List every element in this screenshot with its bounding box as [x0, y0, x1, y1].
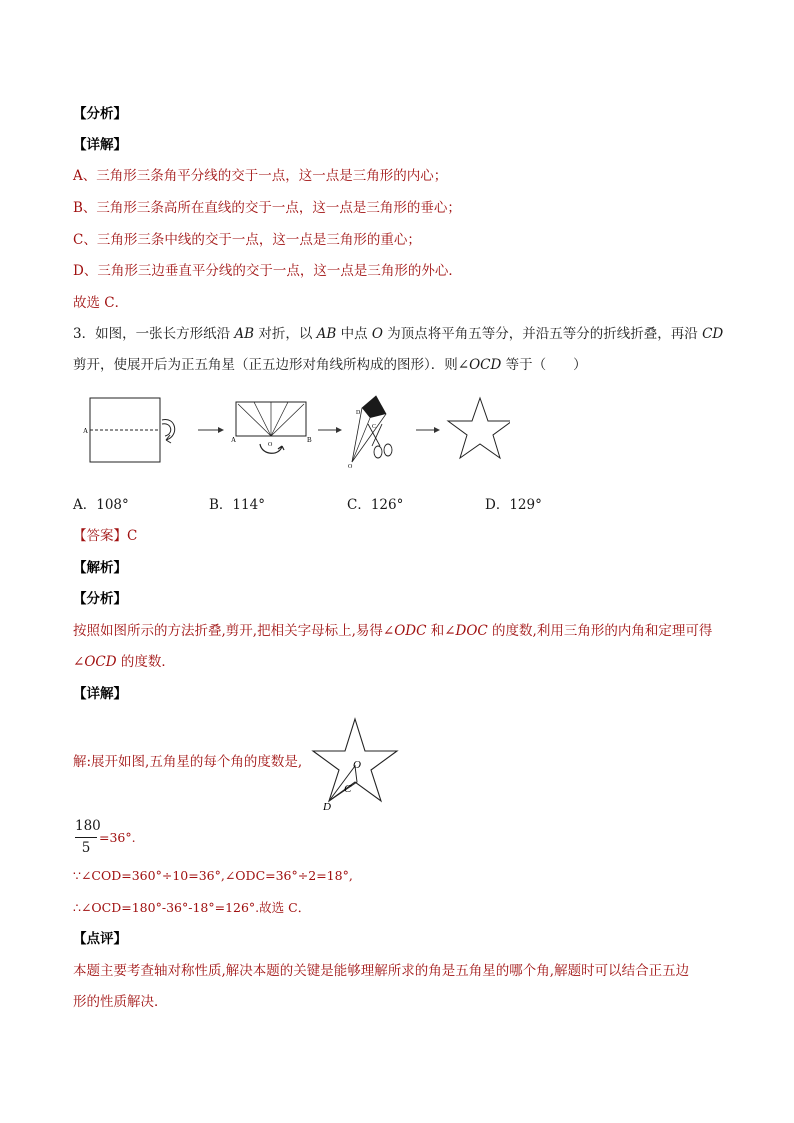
result-star: [448, 398, 510, 458]
label-a1: A: [83, 427, 89, 435]
analysis-tag-1: 【分析】: [73, 106, 127, 122]
fraction-bar: [75, 837, 97, 838]
comment-tag: 【点评】: [73, 931, 127, 947]
option-c: C．126°: [347, 497, 404, 513]
arrow-icon-2: [318, 427, 342, 433]
comment-line-2: 形的性质解决．: [73, 994, 168, 1010]
star-diagram: [310, 716, 400, 810]
label-c3: C: [372, 424, 377, 430]
star-label-d: D: [323, 801, 331, 810]
solution-intro: 解:展开如图,五角星的每个角的度数是,: [73, 754, 303, 770]
detail-conclusion: 故选 C．: [73, 295, 129, 311]
folding-figure: [80, 388, 510, 470]
arrow-icon-1: [198, 427, 224, 433]
option-a: A．108°: [73, 497, 129, 513]
detail-line-c: C、三角形三条中线的交于一点，这一点是三角形的重心；: [73, 232, 421, 248]
fraction-denominator: 5: [81, 840, 91, 856]
detail-line-d: D、三角形三边垂直平分线的交于一点，这一点是三角形的外心．: [73, 263, 462, 279]
analysis-tag-2: 【分析】: [73, 591, 127, 607]
option-b: B．114°: [209, 497, 265, 513]
comment-line-1: 本题主要考查轴对称性质,解决本题的关键是能够理解所求的角是五角星的哪个角,解题时可以结合正五边: [73, 963, 690, 979]
fraction-numerator: 180: [75, 818, 101, 834]
star-label-c: C: [344, 783, 352, 795]
label-o3: O: [348, 464, 353, 470]
analysis-line-2: ∠OCD 的度数．: [73, 654, 175, 670]
option-d: D．129°: [485, 497, 542, 513]
fold-arrow-icon: [162, 419, 175, 443]
fraction-result: =36°.: [99, 830, 136, 845]
label-a2: A: [231, 436, 237, 444]
label-b2: B: [307, 436, 312, 444]
detail-tag-2: 【详解】: [73, 686, 127, 702]
detail-tag-1: 【详解】: [73, 137, 127, 153]
answer-text: 【答案】C: [73, 528, 138, 544]
analysis-line-1: 按照如图所示的方法折叠,剪开,把相关字母标上,易得∠ODC 和∠DOC 的度数,利用三角形的内角和定理可得: [73, 623, 713, 639]
label-o2: O: [268, 442, 273, 448]
label-d3: D: [356, 410, 361, 416]
detail-line-b: B、三角形三条高所在直线的交于一点，这一点是三角形的垂心；: [73, 200, 461, 216]
solution-step-2: ∴∠OCD=180°-36°-18°=126°.故选 C．: [73, 900, 311, 915]
question-line-1: 3．如图，一张长方形纸沿 AB 对折，以 AB 中点 O 为顶点将平角五等分，并沿五等分的折线折叠，再沿 CD: [73, 326, 724, 342]
detail-line-a: A、三角形三条角平分线的交于一点，这一点是三角形的内心；: [73, 168, 448, 184]
fraction: [75, 818, 101, 857]
question-line-2: 剪开，使展开后为正五角星（正五边形对角线所构成的图形）．则∠OCD 等于（ ）: [73, 357, 587, 373]
arrow-icon-3: [416, 427, 440, 433]
solution-step-1: ∵∠COD=360°÷10=36°,∠ODC=36°÷2=18°,: [73, 868, 353, 883]
star-label-o: O: [353, 759, 361, 771]
jiexi-tag: 【解析】: [73, 560, 127, 576]
